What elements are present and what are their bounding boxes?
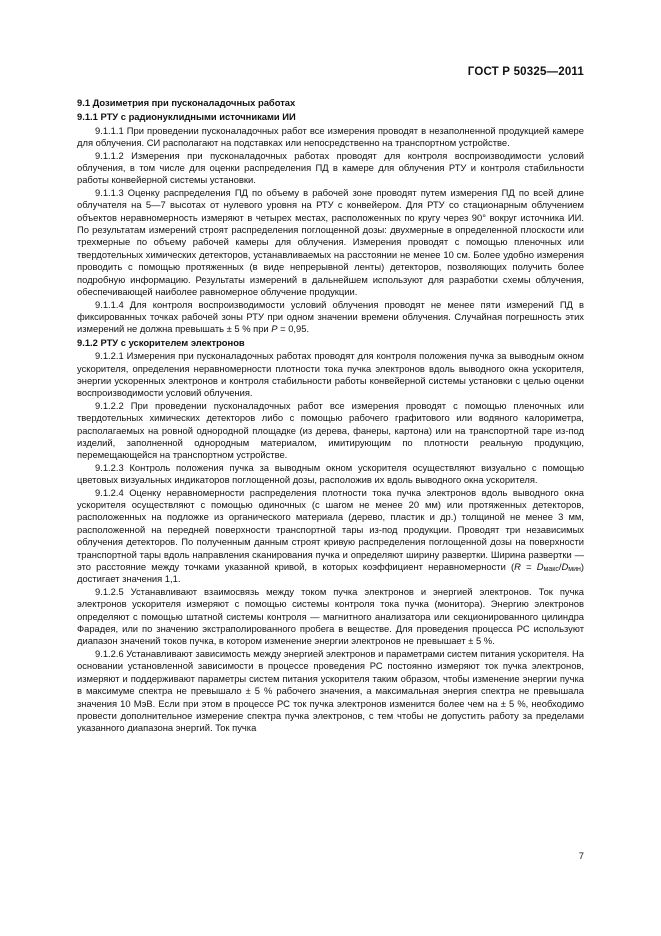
formula-d-max: D bbox=[536, 561, 544, 573]
paragraph-9-1-1-4 bbox=[77, 299, 584, 336]
paragraph-9-1-2-3: 9.1.2.3 Контроль положения пучка за выводным окном ускорителя осуществляют визуально с помощью цветовых визуальных индикаторов поглощенной дозы, расположив их вдоль выводного окна ускорителя. bbox=[77, 461, 584, 486]
paragraph-9-1-2-4-text: 9.1.2.4 Оценку неравномерности распределения плотности тока пучка электронов вдоль выводного окна ускорителя осуществляют с помощью одиночных (с шагом не менее 20 мм) или протяженных детекторов, расположенных на подложке из органического материала (дерево, пластик и др.) толщиной не менее 3 мм, расположенной на передней поверхности транспортной тары из-под продукции. Проводят три независимых облучения детекторов. По полученным данным строят кривую распределения поглощенной дозы на поверхности транспортной тары вдоль направления сканирования пучка и определяют ширину развертки. Ширина развертки — это расстояние между точками указанной кривой, в которых коэффициент неравномерности ( bbox=[77, 486, 584, 573]
formula-eq: = bbox=[520, 561, 537, 573]
standard-header: ГОСТ Р 50325—2011 bbox=[467, 66, 584, 78]
formula-sub-max: макс bbox=[543, 566, 559, 574]
paragraph-9-1-2-2: 9.1.2.2 При проведении пусконаладочных работ все измерения проводят с помощью пленочных или твердотельных химических детекторов либо с помощью рабочего графитового или водяного калориметра, располагаемых на ровной однородной площадке (из дерева, фанеры, картона) или на транспортной таре из-под изделий, заполненной однородным материалом, имитирующим по плотности реальную продукцию, перемещающейся на транспортном устройстве. bbox=[77, 399, 584, 461]
paragraph-9-1-1-4-end: = 0,95. bbox=[277, 323, 310, 335]
paragraph-9-1-1-4-text: 9.1.1.4 Для контроля воспроизводимости условий облучения проводят не менее пяти измерений ПД в фиксированных точках рабочей зоны РТУ при одном значении времени облучения. Случайная погрешность этих измерений не должна превышать ± 5 % при bbox=[77, 298, 584, 335]
paragraph-9-1-2-6: 9.1.2.6 Устанавливают зависимость между энергией электронов и параметрами систем питания ускорителя. На основании установленной зависимости в процессе проведения РС постоянно измеряют ток пучка электронов, измеряют и поддерживают параметры систем питания ускорителя таким образом, чтобы изменение энергии пучка в максимуме спектра не превышало ± 5 % рабочего значения, а максимальная энергия спектра не превышала значения 10 МэВ. Если при этом в процессе РС ток пучка электронов изменится более чем на ± 5 %, необходимо провести дополнительное измерение спектра пучка электронов, с тем чтобы не допустить работу за пределами указанного диапазона энергий. Ток пучка bbox=[77, 647, 584, 734]
paragraph-9-1-1-2: 9.1.1.2 Измерения при пусконаладочных работах проводят для контроля воспроизводимости условий облучения, в том числе для оценки распределения ПД в камере для облучения РТУ и контроля стабильности работы конвейерной системы установки. bbox=[77, 149, 584, 186]
formula-sub-min: мин bbox=[568, 566, 581, 574]
section-heading-9-1-1: 9.1.1 РТУ с радионуклидными источниками ИИ bbox=[77, 111, 296, 123]
paragraph-9-1-2-4-end: ) достигает значения 1,1. bbox=[77, 561, 584, 585]
formula-r: R bbox=[514, 561, 521, 573]
paragraph-9-1-2-1: 9.1.2.1 Измерения при пусконаладочных работах проводят для контроля положения пучка за выводным окном ускорителя, определения неравномерности плотности тока пучка электронов вдоль выводного окна ускорителя, энергии ускоренных электронов и контроля стабильности работы конвейерной системы установки с целью оценки воспроизводимости условий облучения. bbox=[77, 350, 584, 399]
formula-d-min: D bbox=[561, 561, 569, 573]
section-heading-9-1-2: 9.1.2 РТУ с ускорителем электронов bbox=[77, 336, 245, 348]
paragraph-9-1-2-4 bbox=[77, 487, 584, 586]
section-heading-9-1: 9.1 Дозиметрия при пусконаладочных работах bbox=[77, 97, 296, 108]
paragraph-9-1-1-3: 9.1.1.3 Оценку распределения ПД по объему в рабочей зоне проводят путем измерения ПД по всей длине облучателя на 5—7 высотах от нулевого уровня на РТУ с конвейером. Для РТУ со стационарным облучением объектов неравномерность измеряют в четырех местах, расположенных по кругу через 90° вокруг источника ИИ. По результатам измерений строят распределения поглощенной дозы: двухмерные в определенной плоскости или трехмерные по объему рабочей камеры для облучения. Измерения проводят с помощью пленочных или твердотельных химических детекторов, устанавливаемых на расстоянии не менее 10 см. Более удобно измерения проводить с помощью протяженных (в виде непрерывной ленты) детекторов, позволяющих получить более подробную информацию. Результаты измерений в дальнейшем используют для разработки схемы облучения, обеспечивающей наиболее равномерное облучение продукции. bbox=[77, 186, 584, 298]
page-number: 7 bbox=[578, 850, 584, 861]
probability-symbol: P bbox=[271, 323, 278, 335]
formula-slash: / bbox=[558, 561, 562, 573]
paragraph-9-1-2-5: 9.1.2.5 Устанавливают взаимосвязь между током пучка электронов и энергией электронов. Ток пучка электронов ускорителя измеряют с помощью системы контроля тока пучка (монитора). Энергию электронов определяют с помощью штатной системы контроля — магнитного анализатора или секционированного цилиндра Фарадея, или по значению экстраполированного пробега в веществе. Для проведения процесса РС используют диапазон значений токов пучка, в котором изменение энергии электронов не превышает ± 5 %. bbox=[77, 585, 584, 647]
paragraph-9-1-1-1: 9.1.1.1 При проведении пусконаладочных работ все измерения проводят в незаполненной продукцией камере для облучения. СИ располагают на подставках или непосредственно на транспортном устройстве. bbox=[77, 124, 584, 149]
document-body bbox=[77, 95, 584, 735]
